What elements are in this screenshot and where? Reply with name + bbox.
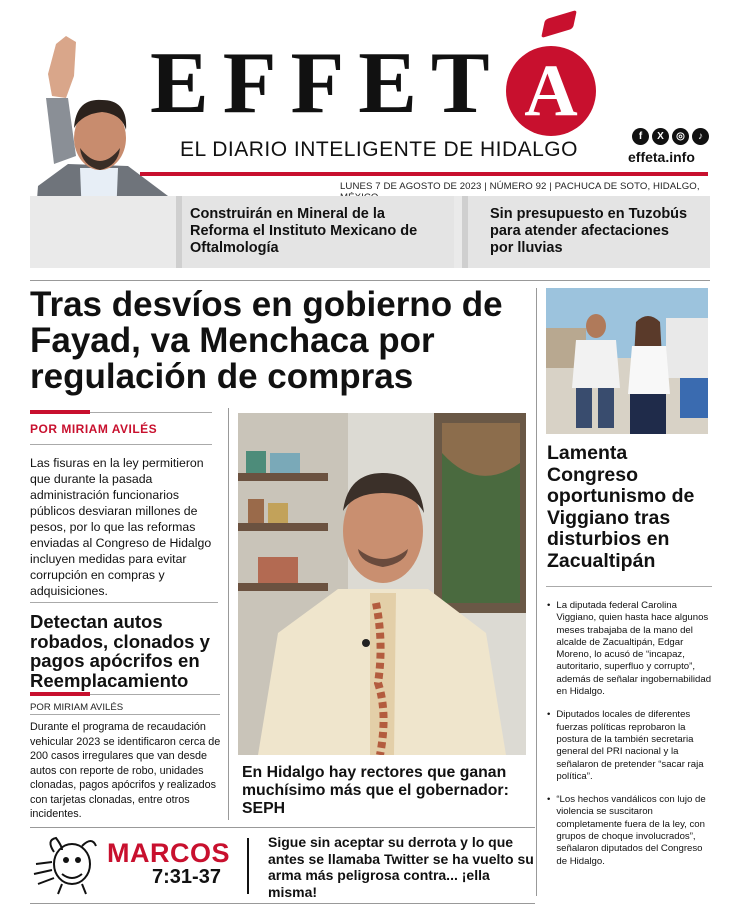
right-headline[interactable]: Lamenta Congreso oportunismo de Viggiano tras disturbios en Zacualtipán [547, 442, 695, 572]
divider [90, 412, 212, 413]
bullet-icon: • [547, 709, 551, 721]
column-divider [536, 288, 537, 896]
social-icons [632, 128, 709, 145]
bullet-icon: • [547, 794, 551, 806]
right-bullets [547, 600, 712, 879]
column-divider [228, 408, 229, 820]
divider [30, 714, 220, 715]
cartoon-illustration [32, 834, 102, 896]
lead-byline: POR MIRIAM AVILÉS [30, 422, 158, 436]
divider [30, 903, 535, 904]
instagram-icon[interactable]: ◎ [672, 128, 689, 145]
rector-photo[interactable] [238, 413, 526, 755]
footer-quote: Sigue sin aceptar su derrota y lo que antes se llamaba Twitter se ha vuelto su arma más peligrosa contra... ¡ella misma! [268, 834, 534, 900]
dateline: LUNES 7 DE AGOSTO DE 2023 | NÚMERO 92 | PACHUCA DE SOTO, HIDALGO, [340, 181, 700, 192]
divider [546, 586, 712, 587]
accent-rule [30, 410, 90, 414]
divider [30, 444, 212, 445]
list-item [547, 709, 712, 783]
verse-reference: 7:31-37 [152, 866, 221, 888]
logo-accent-mark [541, 10, 577, 38]
teaser-oftalmologia[interactable]: Construirán en Mineral de la Reforma el Instituto Mexicano de Oftalmología [176, 196, 454, 268]
list-item [547, 600, 712, 698]
x-icon[interactable]: X [652, 128, 669, 145]
lead-headline[interactable]: Tras desvíos en gobierno de Fayad, va Menchaca por regulación de compras [30, 285, 503, 396]
divider [30, 602, 218, 603]
rector-caption[interactable]: En Hidalgo hay rectores que ganan muchísimo más que el gobernador: SEPH [242, 764, 509, 817]
logo-wordmark: EFFET [150, 35, 504, 132]
second-headline[interactable]: Detectan autos robados, clonados y pagos apócrifos en Reemplacamiento [30, 611, 210, 691]
masthead-rule [140, 172, 708, 176]
bullet-text: La diputada federal Carolina Viggiano, quien hasta hace algunos meses trabajaba de la mano del alcalde de Zacualtipán, Edgar Moreno, lo acusó de “incapaz, autoritario, superfluo y corrupto”, además de señalar ingobernabilidad en Hidalgo. [556, 600, 712, 698]
tiktok-icon[interactable]: ♪ [692, 128, 709, 145]
bullet-icon: • [547, 600, 551, 611]
bullet-text: “Los hechos vandálicos con lujo de violencia se suscitaron completamente fuera de la ley, con grupos de choque involucrados”, señalaron diputados del Congreso de Hidalgo. [556, 794, 706, 867]
list-item [547, 794, 712, 868]
teaser-tuzobus[interactable]: Sin presupuesto en Tuzobús para atender afectaciones por lluvias [462, 196, 710, 268]
divider [90, 694, 220, 695]
divider [30, 280, 710, 281]
accent-rule [30, 692, 90, 696]
tagline: EL DIARIO INTELIGENTE DE HIDALGO [180, 138, 578, 161]
second-byline: POR MIRIAM AVILÉS [30, 702, 124, 713]
second-body: Durante el programa de recaudación vehicular 2023 se identificaron cerca de 200 casos irregulares que van desde autos con reporte de robo, unidades clonadas, pagos apócrifos y realizados con tarjetas clonadas, entre otros incidentes. [30, 721, 221, 820]
divider [30, 827, 535, 828]
verse-book: MARCOS [107, 838, 230, 868]
lead-body: Las fisuras en la ley permitieron que durante la pasada administración funcionarios públicos desviaran millones de pesos, por lo que las reformas enviadas al Congreso de Hidalgo incluyen medidas para evitar corrupción en compras y adquisiciones. [30, 456, 212, 598]
site-url[interactable]: effeta.info [628, 149, 695, 165]
footer-divider [247, 838, 249, 894]
bullet-text: Diputados locales de diferentes fuerzas políticas reprobaron la postura de la también secretaria general del PRI nacional y la señalaron de pretender “sacar raja política”. [556, 709, 704, 782]
viggiano-photo[interactable] [546, 288, 708, 434]
logo-circle-letter: A [506, 46, 596, 136]
facebook-icon[interactable]: f [632, 128, 649, 145]
